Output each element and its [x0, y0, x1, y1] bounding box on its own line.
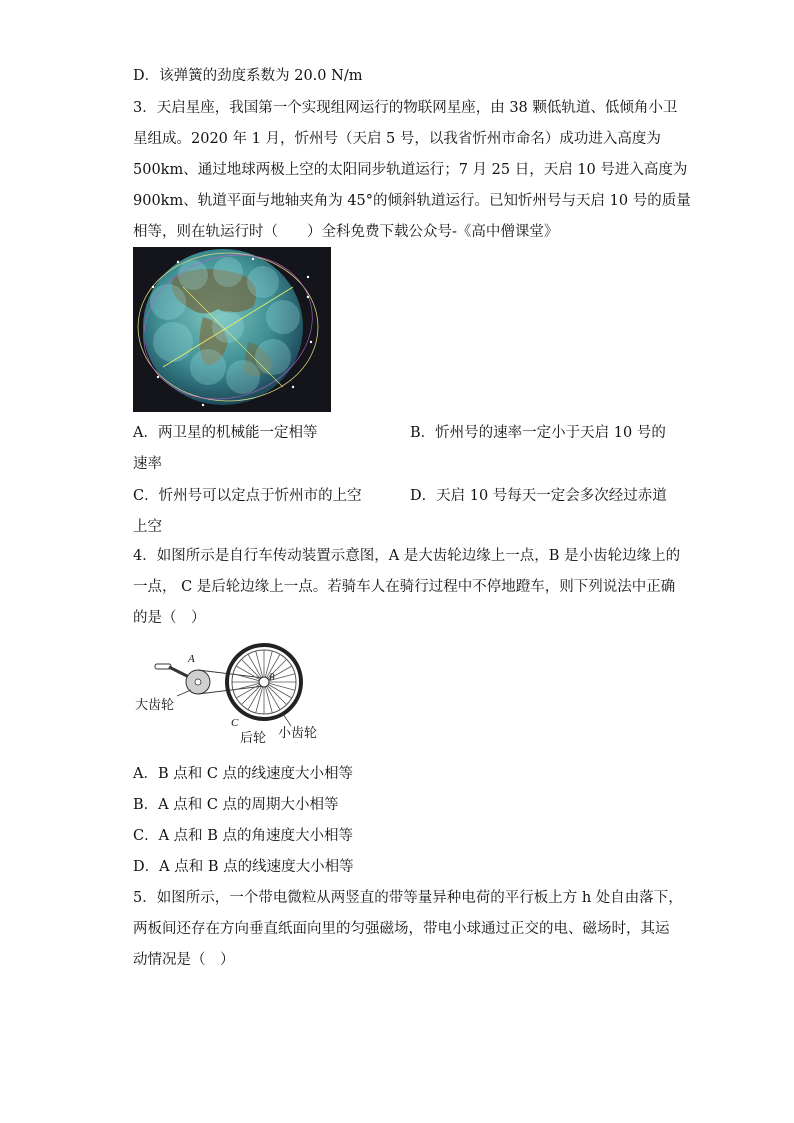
- q4-option-a: A．B 点和 C 点的线速度大小相等: [133, 766, 354, 782]
- q4-stem-line-1: 4．如图所示是自行车传动装置示意图，A 是大齿轮边缘上一点，B 是小齿轮边缘上的: [133, 548, 681, 564]
- label-rear-wheel: 后轮: [240, 731, 267, 746]
- q5-stem-line-1: 5．如图所示，一个带电微粒从两竖直的带等量异种电荷的平行板上方 h 处自由落下，: [133, 890, 683, 906]
- bicycle-transmission-diagram: [133, 640, 333, 750]
- q3-option-a: A．两卫星的机械能一定相等: [133, 425, 318, 441]
- label-big-gear: 大齿轮: [135, 698, 175, 713]
- q3-option-d: D．天启 10 号每天一定会多次经过赤道: [410, 488, 667, 504]
- q3-option-c: C．忻州号可以定点于忻州市的上空: [133, 488, 362, 504]
- q3-option-b-continued: 速率: [133, 456, 162, 472]
- q5-stem-line-3: 动情况是（ ）: [133, 952, 235, 968]
- q3-stem-line-2: 星组成。2020 年 1 月，忻州号（天启 5 号，以我省忻州市命名）成功进入高度为: [133, 131, 661, 147]
- q3-stem-line-5: 相等，则在轨运行时（ ）全科免费下载公众号-《高中僧课堂》: [133, 224, 559, 240]
- q4-option-b: B．A 点和 C 点的周期大小相等: [133, 797, 339, 813]
- label-b: B: [269, 672, 275, 682]
- q4-option-d: D．A 点和 B 点的线速度大小相等: [133, 859, 354, 875]
- label-small-gear: 小齿轮: [278, 726, 318, 741]
- label-a: A: [188, 653, 195, 665]
- q2-option-d: D．该弹簧的劲度系数为 20.0 N/m: [133, 68, 363, 84]
- q3-stem-line-4: 900km、轨道平面与地轴夹角为 45°的倾斜轨道运行。已知忻州号与天启 10 号的质量: [133, 193, 691, 209]
- q4-stem-line-3: 的是（ ）: [133, 610, 206, 626]
- q3-stem-line-3: 500km、通过地球两极上空的太阳同步轨道运行；7 月 25 日，天启 10 号进入高度为: [133, 162, 688, 178]
- label-c: C: [231, 717, 239, 729]
- q4-stem-line-2: 一点， C 是后轮边缘上一点。若骑车人在骑行过程中不停地蹬车，则下列说法中正确: [133, 579, 676, 595]
- q3-stem-line-1: 3．天启星座，我国第一个实现组网运行的物联网星座，由 38 颗低轨道、低倾角小卫: [133, 100, 678, 116]
- q5-stem-line-2: 两板间还存在方向垂直纸面向里的匀强磁场，带电小球通过正交的电、磁场时，其运: [133, 921, 670, 937]
- satellite-constellation-image: [133, 247, 331, 412]
- q4-option-c: C．A 点和 B 点的角速度大小相等: [133, 828, 354, 844]
- q3-option-b: B．忻州号的速率一定小于天启 10 号的: [410, 425, 666, 441]
- q3-option-d-continued: 上空: [133, 519, 162, 535]
